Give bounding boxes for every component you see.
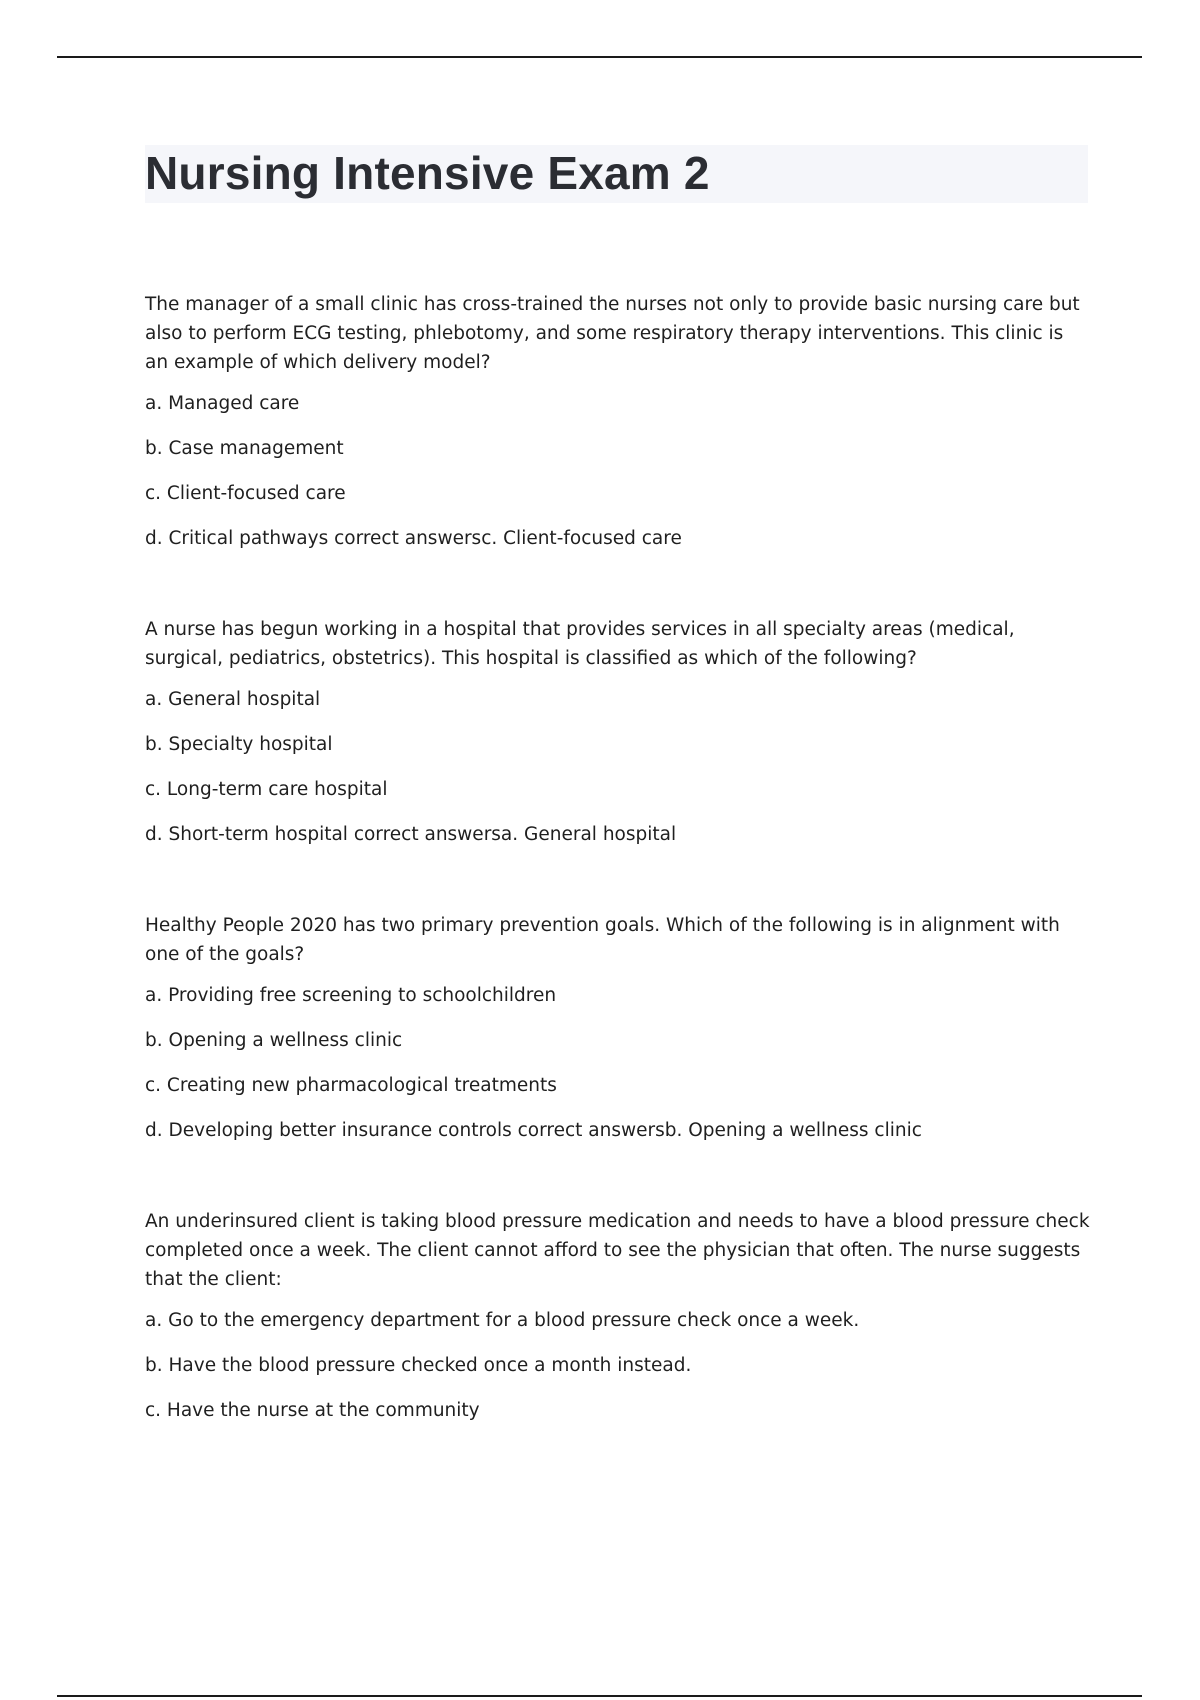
option-a: a. Go to the emergency department for a blood pressure check once a week. xyxy=(145,1310,860,1331)
option-b: b. Have the blood pressure checked once a month instead. xyxy=(145,1355,692,1376)
option-c: c. Long-term care hospital xyxy=(145,779,388,800)
question-stem: An underinsured client is taking blood pressure medication and needs to have a blood pressure check completed once a week. The client cannot afford to see the physician that often. The nurse suggests that the client: xyxy=(145,1211,1090,1290)
option-c: c. Creating new pharmacological treatments xyxy=(145,1075,557,1096)
option-list xyxy=(145,981,1090,1145)
option-d-with-answer: d. Short-term hospital correct answersa. General hospital xyxy=(145,824,677,845)
option-c: c. Have the nurse at the community xyxy=(145,1400,480,1421)
top-rule xyxy=(57,56,1142,58)
option-b: b. Case management xyxy=(145,438,344,459)
option-list xyxy=(145,1306,1090,1425)
option-d-with-answer: d. Critical pathways correct answersc. Client-focused care xyxy=(145,528,682,549)
option-a: a. General hospital xyxy=(145,689,321,710)
option-list xyxy=(145,685,1090,849)
document-title: Nursing Intensive Exam 2 xyxy=(145,147,710,199)
option-a: a. Managed care xyxy=(145,393,300,414)
option-b: b. Opening a wellness clinic xyxy=(145,1030,403,1051)
question-4 xyxy=(145,1207,1090,1425)
question-stem: Healthy People 2020 has two primary prevention goals. Which of the following is in alignment with one of the goals? xyxy=(145,915,1060,965)
option-b: b. Specialty hospital xyxy=(145,734,333,755)
option-a: a. Providing free screening to schoolchildren xyxy=(145,985,557,1006)
bottom-rule xyxy=(57,1695,1142,1697)
option-d-with-answer: d. Developing better insurance controls correct answersb. Opening a wellness clinic xyxy=(145,1120,922,1141)
option-c: c. Client-focused care xyxy=(145,483,346,504)
question-stem: A nurse has begun working in a hospital that provides services in all specialty areas (medical, surgical, pediatrics, obstetrics). This hospital is classified as which of the following? xyxy=(145,619,1015,669)
question-3 xyxy=(145,911,1090,1145)
question-2 xyxy=(145,615,1090,849)
question-stem: The manager of a small clinic has cross-trained the nurses not only to provide basic nursing care but also to perform ECG testing, phlebotomy, and some respiratory therapy interventions. This clinic is an example of which delivery model? xyxy=(145,294,1080,373)
document-body xyxy=(145,290,1090,1487)
option-list xyxy=(145,389,1090,553)
question-1 xyxy=(145,290,1090,553)
